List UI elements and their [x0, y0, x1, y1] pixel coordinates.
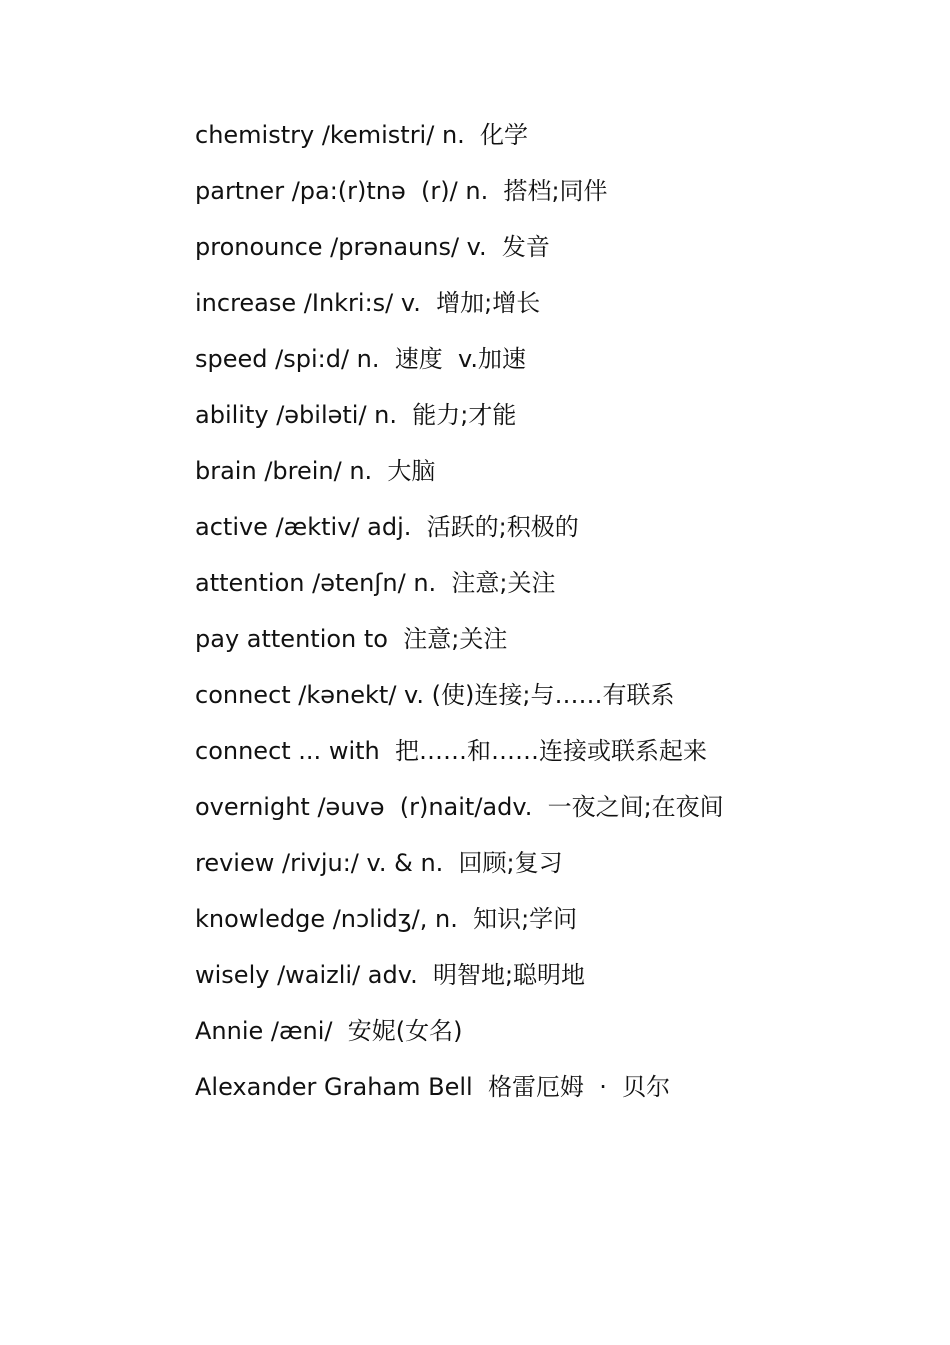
vocabulary-list: [195, 112, 724, 1120]
vocab-entry-overnight: overnight /əuvə (r)nait/adv. 一夜之间;在夜间: [195, 793, 724, 821]
vocab-entry-brain: brain /brein/ n. 大脑: [195, 457, 436, 485]
vocab-entry-pay-attention-to: pay attention to 注意;关注: [195, 625, 508, 653]
vocab-entry-review: review /rivju:/ v. & n. 回顾;复习: [195, 849, 563, 877]
vocab-entry-alexander-graham-bell: Alexander Graham Bell 格雷厄姆 · 贝尔: [195, 1073, 671, 1101]
vocab-entry-increase: increase /Inkri:s/ v. 增加;增长: [195, 289, 541, 317]
vocab-entry-wisely: wisely /waizli/ adv. 明智地;聪明地: [195, 961, 586, 989]
vocab-entry-knowledge: knowledge /nɔlidʒ/, n. 知识;学问: [195, 905, 578, 933]
vocab-entry-connect: connect /kənekt/ v. (使)连接;与……有联系: [195, 681, 675, 709]
vocab-entry-chemistry: chemistry /kemistri/ n. 化学: [195, 121, 529, 149]
vocab-entry-ability: ability /əbiləti/ n. 能力;才能: [195, 401, 517, 429]
vocab-entry-pronounce: pronounce /prənauns/ v. 发音: [195, 233, 550, 261]
vocab-entry-partner: partner /pa:(r)tnə (r)/ n. 搭档;同伴: [195, 177, 608, 205]
vocab-entry-connect-with: connect ... with 把……和……连接或联系起来: [195, 737, 707, 765]
vocab-entry-active: active /æktiv/ adj. 活跃的;积极的: [195, 513, 579, 541]
vocab-entry-annie: Annie /æni/ 安妮(女名): [195, 1017, 463, 1045]
vocab-entry-speed: speed /spi:d/ n. 速度 v.加速: [195, 345, 526, 373]
vocab-entry-attention: attention /ətenʃn/ n. 注意;关注: [195, 569, 556, 597]
